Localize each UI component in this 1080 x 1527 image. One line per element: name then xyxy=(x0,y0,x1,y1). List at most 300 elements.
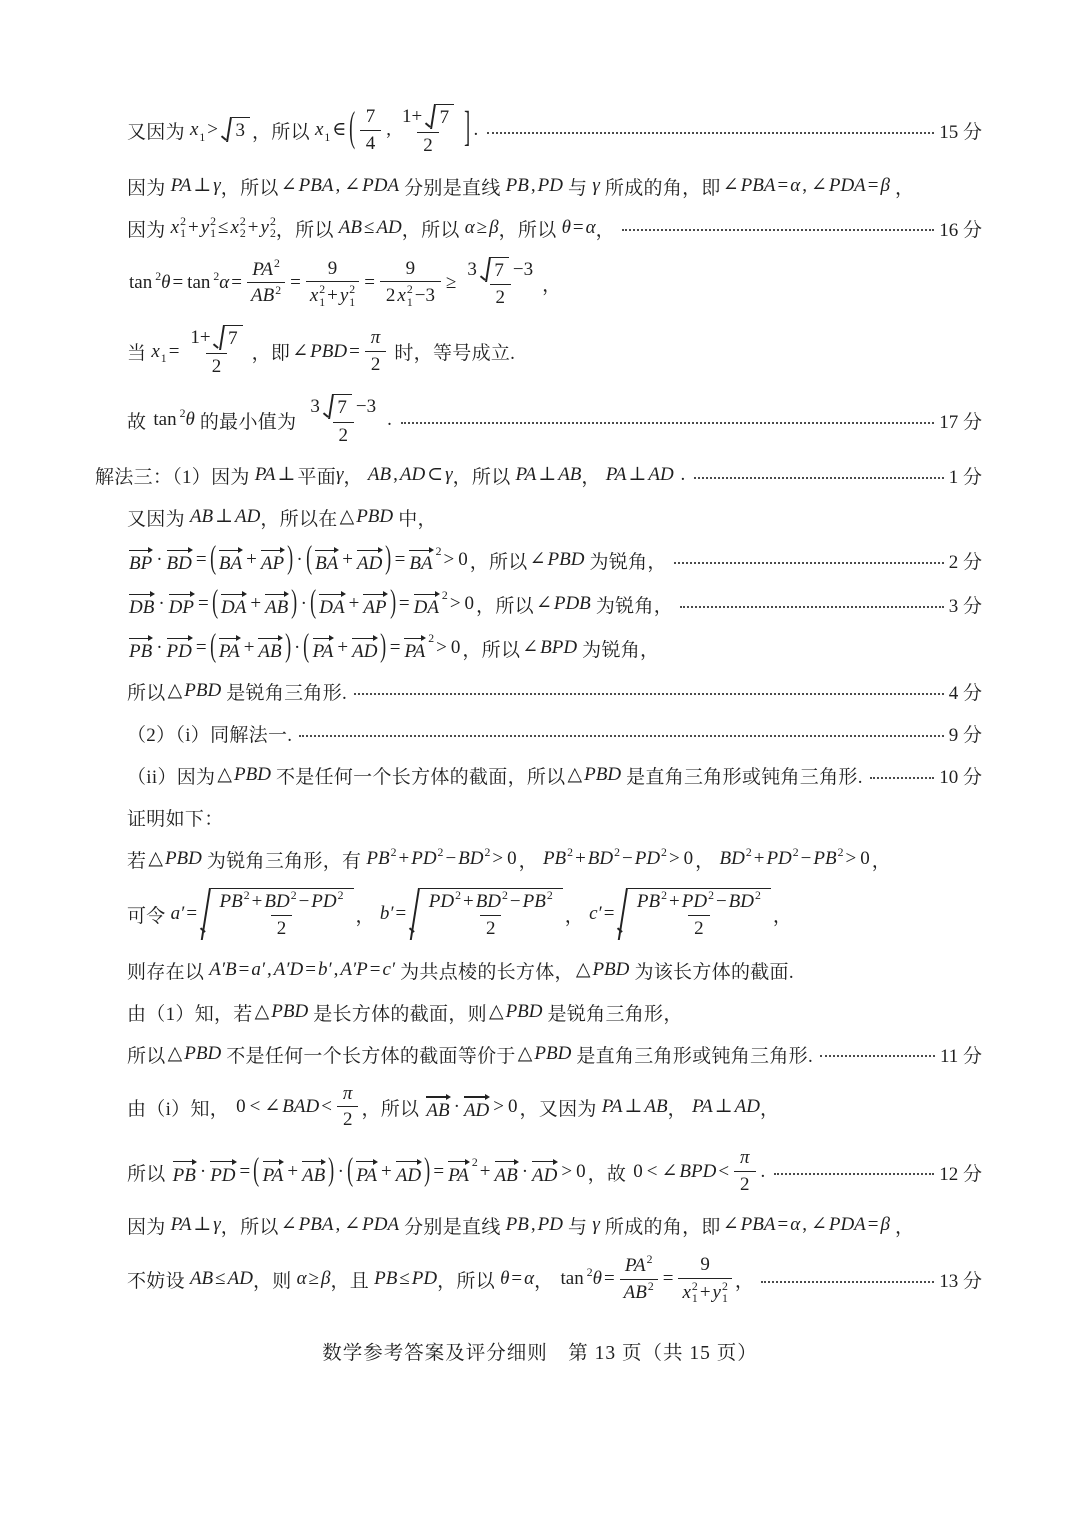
text-run: ， xyxy=(518,851,543,873)
superscript: 2 xyxy=(586,1266,593,1280)
superscript: 2 xyxy=(179,407,186,421)
fraction-denominator xyxy=(247,282,285,308)
stretchy-bracket: ( xyxy=(209,541,216,578)
fraction-denominator xyxy=(271,915,293,941)
content-line xyxy=(95,394,982,448)
operator: · xyxy=(453,1096,460,1118)
math-text: AB xyxy=(558,464,582,486)
math-fraction xyxy=(184,325,248,379)
operator: . xyxy=(473,119,479,141)
superscript: 2 xyxy=(502,889,508,903)
math-text: x 2 1 xyxy=(682,1279,698,1305)
math-text: α xyxy=(585,216,596,238)
math-text: PA xyxy=(254,464,276,486)
operator: △ xyxy=(488,1000,504,1022)
content-line xyxy=(95,257,982,311)
math-fraction xyxy=(337,1083,359,1133)
math-text: PDA xyxy=(362,174,400,196)
math-radical xyxy=(222,117,250,144)
content-line xyxy=(95,846,982,873)
text-run: 不是任何一个长方体的截面，所以 xyxy=(270,767,566,789)
vector-arrow-icon xyxy=(260,546,285,554)
math-text: α xyxy=(464,216,475,238)
operator: = xyxy=(389,637,401,659)
text-run: ，所以 xyxy=(498,219,562,241)
sub-sup-scripts: 2 2 xyxy=(269,214,276,241)
math-text: AD xyxy=(734,1096,760,1118)
math-text: BD 2 xyxy=(719,846,752,870)
math-text: α xyxy=(524,1268,535,1290)
stretchy-bracket: ) xyxy=(389,585,396,621)
math-text: AB xyxy=(644,1096,668,1118)
operator: = xyxy=(305,958,316,980)
operator: , xyxy=(267,958,272,980)
text-run: ，所以 xyxy=(452,467,516,489)
text-run: ， xyxy=(734,1271,755,1293)
text-run: 故 xyxy=(127,412,152,434)
text-run: ， xyxy=(759,1098,780,1120)
math-text: a′ xyxy=(170,903,185,925)
text-run: 解法三：（1）因为 xyxy=(95,467,255,489)
operator: = xyxy=(195,637,207,659)
dotted-leader xyxy=(487,132,934,134)
score-label: 15 分 xyxy=(939,122,982,144)
operator: − xyxy=(800,848,812,870)
vector-arrow-icon xyxy=(395,1158,422,1166)
vector-arrow-icon xyxy=(209,1158,236,1166)
text-run: ， xyxy=(343,467,368,489)
sub-sup-scripts: 2 1 xyxy=(319,283,326,309)
text-run: ， xyxy=(695,851,720,873)
vector-arrow-icon xyxy=(301,1158,326,1166)
fraction-denominator xyxy=(490,284,512,310)
operator: 0 xyxy=(464,593,475,615)
operator: = xyxy=(349,340,360,362)
text-run: ，所以 xyxy=(437,1271,501,1293)
text-run: 由（i）知， xyxy=(127,1098,235,1120)
math-radical xyxy=(481,257,509,284)
text-run: 又因为 xyxy=(127,509,190,531)
math-fraction xyxy=(620,1255,658,1305)
operator: = xyxy=(290,271,301,293)
math-text: x 2 2 xyxy=(230,214,246,241)
text-run: ，所以在 xyxy=(260,509,338,531)
vector-arrow-icon xyxy=(220,590,247,598)
operator: ⊥ xyxy=(193,1213,212,1235)
math-text: c′ xyxy=(382,958,396,980)
math-text: PBD xyxy=(184,680,222,702)
math-text: PB xyxy=(505,1213,529,1235)
radical-sign-icon xyxy=(481,257,491,284)
math-text: y 2 1 xyxy=(200,214,217,241)
operator: = xyxy=(168,340,180,362)
superscript: 2 xyxy=(792,846,799,860)
math-text: A′D xyxy=(273,958,304,980)
text-run: 的最小值为 xyxy=(194,412,302,434)
operator: ∠ xyxy=(722,174,739,196)
vector-arrow-icon xyxy=(168,590,195,598)
text-run: 若 xyxy=(127,851,147,873)
math-text: β xyxy=(489,216,499,238)
score-label: 2 分 xyxy=(948,552,982,574)
text-run: 时，等号成立. xyxy=(389,343,516,365)
operator: △ xyxy=(575,958,591,980)
vector-letters: DA xyxy=(413,597,439,619)
fraction-numerator xyxy=(360,106,382,130)
operator: 4 xyxy=(365,132,376,154)
vector-letters: DP xyxy=(168,597,194,619)
text-run: 是直角三角形或钝角三角形. xyxy=(621,767,863,789)
operator: + xyxy=(398,848,410,870)
vector-term xyxy=(261,1158,286,1187)
superscript: 2 xyxy=(646,1253,653,1267)
text-run: ， xyxy=(871,851,892,873)
fraction-numerator xyxy=(367,327,385,351)
operator: = xyxy=(777,174,789,196)
operator: > xyxy=(436,637,447,659)
math-text: θ xyxy=(500,1268,510,1290)
fraction-numerator xyxy=(425,891,557,915)
operator: −3 xyxy=(355,395,377,417)
math-text: BD 2 xyxy=(475,889,508,913)
math-fraction xyxy=(678,1254,731,1306)
content-line xyxy=(95,1083,982,1133)
text-run: ， xyxy=(595,219,615,241)
subscript: 1 xyxy=(324,131,331,145)
math-text: A′P xyxy=(340,958,368,980)
text-run: 所成的角，即 xyxy=(599,177,721,199)
operator: + xyxy=(250,593,262,615)
operator: ∠ xyxy=(722,1213,739,1235)
footer-text: 数学参考答案及评分细则 第 13 页（共 15 页） xyxy=(322,1343,758,1364)
operator: > xyxy=(449,593,461,615)
text-run: 为共点棱的长方体， xyxy=(395,961,574,983)
math-text: PBD xyxy=(233,764,271,786)
operator: 2 xyxy=(211,355,222,377)
operator: > xyxy=(493,1096,504,1118)
text-run: 是锐角三角形. xyxy=(221,683,348,705)
operator: > xyxy=(561,1160,573,1182)
operator: 2 xyxy=(495,287,505,309)
fraction-numerator xyxy=(304,394,382,422)
vector-term xyxy=(256,634,283,663)
fraction-numerator xyxy=(736,1147,754,1171)
math-text: θ xyxy=(161,271,171,293)
vector-term xyxy=(217,546,244,575)
fraction-numerator xyxy=(184,325,248,353)
math-text: BAD xyxy=(282,1096,320,1118)
fraction-denominator xyxy=(480,915,502,941)
operator: = xyxy=(511,1268,523,1290)
text-run: 证明如下： xyxy=(127,809,224,831)
radicand xyxy=(436,104,455,131)
math-text: PB xyxy=(374,1268,398,1290)
score-label: 10 分 xyxy=(939,767,982,789)
superscript: 2 xyxy=(484,846,491,860)
sub-sup-scripts: 2 2 xyxy=(239,214,246,241)
superscript: 2 xyxy=(290,889,297,903)
math-text: PBD xyxy=(356,506,394,528)
operator: = xyxy=(662,1268,674,1290)
text-run: ，又因为 xyxy=(519,1098,602,1120)
operator: 9 xyxy=(700,1253,710,1275)
vector-term xyxy=(462,1093,491,1122)
operator: = xyxy=(195,549,207,571)
content-line xyxy=(95,215,982,242)
operator: + xyxy=(342,549,353,571)
math-text: γ xyxy=(592,1213,600,1235)
math-fraction xyxy=(247,256,285,309)
operator: > xyxy=(443,549,455,571)
vector-letters: PA xyxy=(218,641,240,663)
math-fraction xyxy=(216,891,348,941)
fraction-numerator xyxy=(322,258,344,282)
dotted-leader xyxy=(680,606,944,608)
superscript: 2 xyxy=(755,889,761,903)
text-run: 是直角三角形或钝角三角形. xyxy=(571,1045,813,1067)
superscript: 2 xyxy=(390,846,397,860)
math-text: a′ xyxy=(251,958,266,980)
math-text: b′ xyxy=(379,903,394,925)
text-run: 与 xyxy=(562,1216,593,1238)
superscript: 2 xyxy=(243,889,250,903)
operator: △ xyxy=(217,764,232,786)
content-line xyxy=(95,462,982,489)
text-run: 为锐角， xyxy=(584,552,667,574)
math-text: PA xyxy=(605,464,627,486)
math-text: PDA xyxy=(362,1213,400,1235)
score-label: 17 分 xyxy=(939,412,982,434)
operator: · xyxy=(300,593,307,615)
math-text: x 2 1 xyxy=(309,283,326,309)
math-text: PD 2 xyxy=(411,846,444,870)
vector-arrow-icon xyxy=(447,1158,470,1166)
math-fraction xyxy=(396,104,460,158)
text-run: 不是任何一个长方体的截面等价于 xyxy=(221,1045,516,1067)
math-text: c′ xyxy=(589,903,602,925)
content-line xyxy=(95,629,982,665)
math-radical xyxy=(215,325,243,352)
text-run: 由（1）知，若 xyxy=(127,1003,253,1025)
content-line xyxy=(95,325,982,379)
superscript: 2 xyxy=(837,846,844,860)
content-line xyxy=(95,720,982,747)
operator: 0 xyxy=(576,1160,586,1182)
math-text: β xyxy=(880,174,890,196)
text-run: ，所以 xyxy=(401,219,465,241)
operator: > xyxy=(845,848,857,870)
subscript: 1 xyxy=(199,131,206,145)
vector-term xyxy=(530,1158,559,1187)
operator: = xyxy=(395,903,407,925)
operator: ∠ xyxy=(292,340,309,362)
math-text: γ xyxy=(213,174,221,196)
fraction-denominator xyxy=(360,130,382,156)
math-fraction xyxy=(425,891,557,941)
stretchy-bracket: ) xyxy=(328,1152,335,1189)
vector-letters: AP xyxy=(260,553,285,575)
radicand xyxy=(333,394,352,421)
text-run: 不妨设 xyxy=(127,1271,190,1293)
operator: + xyxy=(575,848,586,870)
content-line xyxy=(95,762,982,789)
vector-letters: AB xyxy=(302,1164,326,1186)
vector-arrow-icon xyxy=(262,1158,285,1166)
text-run: ，故 xyxy=(587,1163,632,1185)
math-text: PB xyxy=(505,174,529,196)
math-fraction xyxy=(304,394,382,448)
text-run: 为锐角三角形，有 xyxy=(201,851,367,873)
vector-arrow-icon xyxy=(318,590,345,598)
text-run: 是锐角三角形， xyxy=(542,1003,683,1025)
operator: 7 xyxy=(228,328,238,350)
subscript: 1 xyxy=(160,352,167,366)
math-text: PBA xyxy=(298,174,334,196)
vector-term xyxy=(167,590,196,619)
operator: ⊥ xyxy=(193,174,212,196)
vector-letters: BA xyxy=(409,553,433,575)
vector-arrow-icon xyxy=(128,590,155,598)
vector-arrow-icon xyxy=(403,634,426,642)
operator: −3 xyxy=(512,258,534,280)
operator: tan 2 xyxy=(187,270,220,293)
operator: + xyxy=(479,1160,491,1182)
text-run: ， xyxy=(889,177,915,199)
superscript: 2 xyxy=(155,270,162,284)
operator: 7 xyxy=(439,107,450,128)
operator: + xyxy=(247,216,259,238)
math-text: AB 2 xyxy=(623,1279,654,1303)
text-run: ， xyxy=(355,906,380,928)
math-text: γ xyxy=(336,464,344,486)
fraction-numerator xyxy=(400,258,422,282)
radical-sign-icon xyxy=(426,104,436,131)
sub-sup-scripts: 2 1 xyxy=(210,214,217,241)
dotted-leader xyxy=(694,477,944,479)
operator: − xyxy=(509,891,521,913)
superscript: 2 xyxy=(546,889,553,903)
vector-term xyxy=(165,546,194,575)
math-text: AD xyxy=(376,216,402,238)
superscript: 2 xyxy=(437,846,444,860)
operator: ≤ xyxy=(215,1268,226,1290)
text-run: ，所以 xyxy=(469,552,528,574)
superscript: 2 xyxy=(471,1155,478,1169)
vector-term xyxy=(354,1158,379,1187)
operator: △ xyxy=(254,1000,270,1022)
superscript: 2 xyxy=(647,1279,654,1293)
operator: + xyxy=(699,1281,711,1303)
dotted-leader xyxy=(401,422,934,424)
text-run: 平面 xyxy=(297,467,337,489)
stretchy-bracket: ) xyxy=(385,541,392,578)
text-run: （ii）因为 xyxy=(127,767,216,789)
math-text: b′ xyxy=(317,958,332,980)
text-run: ，所以 xyxy=(220,177,279,199)
radicand xyxy=(211,888,354,942)
operator: ∠ xyxy=(344,174,361,196)
text-run: 可令 xyxy=(127,906,171,928)
operator: > xyxy=(207,119,218,141)
operator: . xyxy=(760,1160,766,1182)
text-run: ， xyxy=(534,1271,559,1293)
fraction-denominator xyxy=(688,915,710,941)
fraction-numerator xyxy=(248,256,284,283)
operator: , xyxy=(802,1213,807,1235)
fraction-numerator xyxy=(396,104,460,132)
vector-arrow-icon xyxy=(362,590,387,598)
math-text: π xyxy=(740,1147,750,1169)
stretchy-bracket: ) xyxy=(291,585,298,621)
operator: 1+ xyxy=(190,327,211,349)
math-text: PD 2 xyxy=(766,846,799,870)
math-text: γ xyxy=(445,464,453,486)
text-run: 中， xyxy=(393,509,437,531)
operator: − xyxy=(445,848,457,870)
operator: 7 xyxy=(365,106,376,127)
content-line xyxy=(95,173,982,200)
operator: −3 xyxy=(414,285,435,307)
math-text: β xyxy=(321,1268,331,1290)
vector-letters: AB xyxy=(265,597,289,619)
vector-term xyxy=(355,546,384,575)
text-run: ，且 xyxy=(330,1271,375,1293)
math-text: x 1 xyxy=(151,340,167,366)
vector-term xyxy=(493,1158,520,1187)
operator: , xyxy=(530,174,536,196)
operator: + xyxy=(381,1160,392,1182)
math-text: π xyxy=(342,1082,353,1104)
math-text: α xyxy=(790,174,801,196)
operator: = xyxy=(186,903,198,925)
vector-letters: PB xyxy=(172,1164,196,1186)
superscript: 2 xyxy=(614,846,620,860)
math-text: PD 2 xyxy=(681,889,714,913)
fraction-numerator xyxy=(339,1083,357,1107)
operator: ≥ xyxy=(476,216,488,238)
operator: ∠ xyxy=(661,1160,678,1182)
radical-sign-icon xyxy=(618,888,628,942)
operator: ∠ xyxy=(810,174,827,196)
operator: tan 2 xyxy=(153,407,186,431)
vector-arrow-icon xyxy=(166,546,193,554)
operator: ∠ xyxy=(280,174,297,196)
operator: = xyxy=(231,271,242,293)
operator: 2 xyxy=(385,285,396,307)
operator: ≥ xyxy=(308,1268,320,1290)
text-run: ， xyxy=(772,906,793,928)
operator: 2 xyxy=(423,134,433,156)
operator: = xyxy=(433,1160,445,1182)
fraction-denominator xyxy=(678,1278,731,1306)
vector-arrow-icon xyxy=(531,1158,558,1166)
text-run: 所以 xyxy=(127,683,166,705)
math-text: PD xyxy=(411,1268,438,1290)
math-text: PDB xyxy=(553,593,591,615)
math-text: PBD xyxy=(505,1000,543,1022)
math-text: PB 2 xyxy=(636,889,668,913)
operator: + xyxy=(251,891,263,913)
math-text: PBD xyxy=(310,340,348,362)
dotted-leader xyxy=(820,1055,935,1057)
vector-arrow-icon xyxy=(351,634,378,642)
operator: = xyxy=(239,1160,251,1182)
operator: = xyxy=(369,958,381,980)
operator: 0 xyxy=(236,1096,246,1118)
operator: + xyxy=(753,848,765,870)
operator: ⊥ xyxy=(628,464,647,486)
superscript: 2 xyxy=(455,889,461,903)
